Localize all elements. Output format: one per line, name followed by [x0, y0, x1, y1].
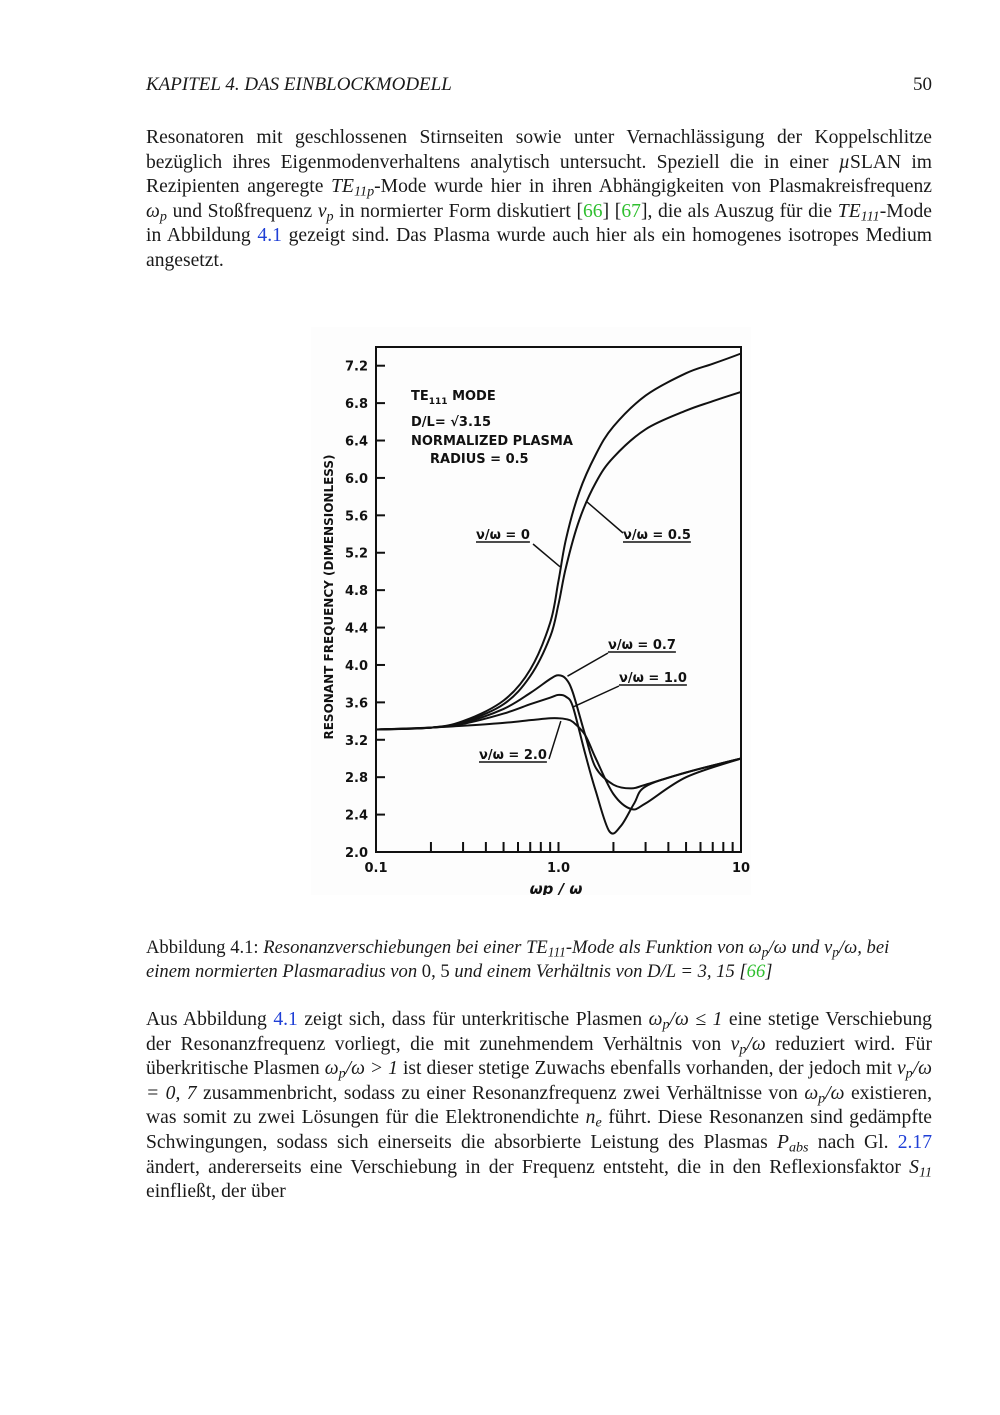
paragraph-intro	[146, 126, 932, 274]
math-te: TE	[526, 937, 548, 958]
math-omega: ω	[748, 937, 762, 958]
annotation-mode: $TE_{111}$ MODE	[411, 389, 496, 407]
citation-66[interactable]: 66	[583, 200, 603, 222]
text: und	[786, 937, 824, 958]
leader-line	[567, 653, 608, 676]
y-tick-label: 6.4	[344, 434, 368, 450]
text: ]	[765, 961, 773, 982]
curve-label-2: ν/ω = 0.7	[608, 638, 676, 653]
y-tick-label: 3.6	[344, 696, 368, 712]
math-slash: /	[838, 937, 845, 958]
text: Resonanzverschiebungen bei einer	[263, 937, 527, 958]
text: ], die als Auszug für die	[640, 200, 838, 222]
math-te-sub: 11p	[354, 183, 375, 200]
y-tick-label: 4.4	[344, 621, 368, 637]
math-sub-p: p	[761, 944, 769, 960]
curve-label-4: ν/ω = 2.0	[479, 748, 547, 763]
y-tick-label: 7.2	[344, 359, 368, 375]
math-n: n	[585, 1107, 596, 1129]
y-tick-label: 6.8	[344, 397, 368, 413]
text: nach Gl.	[808, 1131, 898, 1153]
math-ineq: /ω > 1	[345, 1058, 398, 1080]
text: einfließt, der über	[146, 1181, 286, 1203]
series-line-4	[376, 718, 741, 809]
math-omega: ω	[773, 937, 787, 958]
math-ratio: D/L = 3, 15	[647, 961, 735, 982]
curve-label-3: ν/ω = 1.0	[619, 671, 687, 686]
running-header	[146, 74, 932, 100]
curve-label-0: ν/ω = 0	[476, 528, 530, 543]
figure-ref[interactable]: 4.1	[273, 1009, 298, 1030]
chart-svg	[311, 327, 751, 895]
math-ineq: /ω ≤ 1	[669, 1009, 723, 1030]
math-omega: ω	[324, 1058, 339, 1080]
math-te-sub: 111	[547, 944, 566, 960]
chapter-title: KAPITEL 4. DAS EINBLOCKMODELL	[146, 74, 452, 95]
math-sub-p: p	[326, 208, 334, 225]
series-line-3	[376, 695, 741, 834]
y-tick-label: 2.0	[344, 846, 368, 861]
text: und einem Verhältnis von	[449, 961, 648, 982]
math-mu: µ	[838, 151, 850, 173]
text: , bei einem normierten Plasmaradius von	[146, 937, 890, 982]
leader-line	[549, 721, 561, 759]
math-sub-11: 11	[918, 1164, 932, 1181]
y-tick-label: 3.2	[344, 733, 368, 749]
page-number: 50	[913, 74, 932, 95]
math-sub-p: p	[338, 1065, 346, 1082]
math-sub-p: p	[159, 208, 167, 225]
math-nu: ν	[317, 200, 327, 222]
text: SLAN im Rezipienten angeregte	[146, 151, 932, 198]
math-eq: /ω = 0, 7	[146, 1058, 933, 1104]
annotation-radius: RADIUS = 0.5	[430, 452, 529, 467]
leader-line	[533, 544, 560, 567]
math-sub-p: p	[818, 1090, 826, 1107]
leader-line	[573, 686, 619, 707]
y-tick-label: 5.2	[344, 546, 368, 562]
x-tick-label: 10	[731, 861, 751, 876]
text: ] [	[602, 200, 622, 222]
y-tick-label: 5.6	[344, 509, 368, 525]
text: ist dieser stetige Zuwachs ebenfalls vorhanden, der jedoch mit	[397, 1058, 897, 1080]
math-nu: ν	[896, 1058, 906, 1080]
math-radius: 0, 5	[421, 961, 450, 982]
paragraph-discussion	[146, 1008, 932, 1205]
curve-label-1: ν/ω = 0.5	[623, 528, 691, 543]
caption-label: Abbildung 4.1:	[146, 937, 264, 958]
citation-66[interactable]: 66	[746, 961, 766, 982]
figure-resonance-chart	[311, 327, 751, 895]
math-sub-p: p	[739, 1041, 747, 1058]
x-tick-label: 0.1	[364, 861, 388, 876]
math-sub-e: e	[595, 1114, 602, 1131]
math-nu: ν	[730, 1033, 740, 1055]
figure-ref[interactable]: 4.1	[257, 225, 282, 247]
text: [	[734, 961, 747, 982]
text: zusammenbricht, sodass zu einer Resonanzfrequenz zwei Verhältnisse von	[196, 1082, 805, 1104]
text: gezeigt sind. Das Plasma wurde auch hier als ein homogenes isotropes Medium angesetzt.	[146, 225, 932, 271]
math-ratio: /ω	[825, 1082, 845, 1104]
math-omega: ω	[146, 200, 160, 222]
text: zeigt sich, dass für unterkritische Plasmen	[297, 1009, 649, 1030]
figure-caption	[146, 936, 936, 984]
text: -Mode in Abbildung	[146, 200, 932, 247]
x-tick-label: 1.0	[546, 861, 571, 876]
y-tick-label: 4.0	[344, 658, 368, 674]
annotation-dl: D/L= √3.15	[411, 415, 491, 430]
y-tick-label: 6.0	[344, 471, 368, 487]
chart-labels	[322, 389, 691, 895]
text: und Stoßfrequenz	[166, 200, 318, 222]
equation-ref[interactable]: 2.17	[897, 1131, 932, 1153]
math-slash: /	[768, 937, 774, 958]
leader-line	[586, 501, 623, 533]
text: existieren, was somit zu zwei Lösungen für die Elektronendichte	[146, 1082, 933, 1129]
y-tick-label: 4.8	[344, 584, 368, 600]
math-sub-p: p	[832, 944, 839, 960]
math-S: S	[909, 1156, 919, 1178]
math-te-base: TE	[331, 176, 355, 198]
text: -Mode wurde hier in ihren Abhängigkeiten von Plasmakreisfrequenz	[374, 176, 932, 198]
y-tick-label: 2.8	[344, 771, 368, 787]
text: reduziert wird. Für überkritische Plasmen	[146, 1033, 932, 1080]
math-omega: ω	[844, 937, 858, 958]
text: ändert, andererseits eine Verschiebung in der Frequenz entsteht, die in den Reflexionsfaktor	[146, 1156, 910, 1178]
math-ratio: /ω	[746, 1033, 766, 1055]
text: führt. Diese Resonanzen sind gedämpfte Schwingungen, sodass sich einerseits die absorbierte Leistung des Plasmas	[146, 1107, 932, 1153]
math-sub-abs: abs	[788, 1139, 809, 1156]
y-tick-label: 2.4	[344, 808, 368, 824]
text: -Mode als Funktion von	[565, 937, 749, 958]
text: in normierter Form diskutiert [	[333, 200, 583, 222]
math-omega: ω	[804, 1082, 819, 1104]
text: Aus Abbildung	[146, 1009, 274, 1030]
x-axis-label: ωp / ω	[529, 880, 583, 895]
math-omega: ω	[648, 1009, 663, 1030]
text: eine stetige Verschiebung der Resonanzfrequenz vorliegt, die mit zunehmendem Verhältnis von	[146, 1009, 932, 1055]
text: Resonatoren mit geschlossenen Stirnseiten sowie unter Vernachlässigung der Koppelschlitze bezüglich ihres Eigenmodenverhaltens analytisch untersucht. Speziell die in einer	[146, 127, 932, 173]
math-sub-p: p	[905, 1065, 913, 1082]
citation-67[interactable]: 67	[621, 200, 641, 222]
math-te-base: TE	[837, 200, 861, 222]
math-sub-p: p	[662, 1016, 670, 1033]
math-P: P	[776, 1131, 789, 1153]
y-axis-label: RESONANT FREQUENCY (DIMENSIONLESS)	[322, 454, 336, 740]
math-nu: ν	[823, 937, 833, 958]
annotation-plasma: NORMALIZED PLASMA	[411, 434, 573, 449]
math-te-sub: 111	[860, 208, 880, 225]
